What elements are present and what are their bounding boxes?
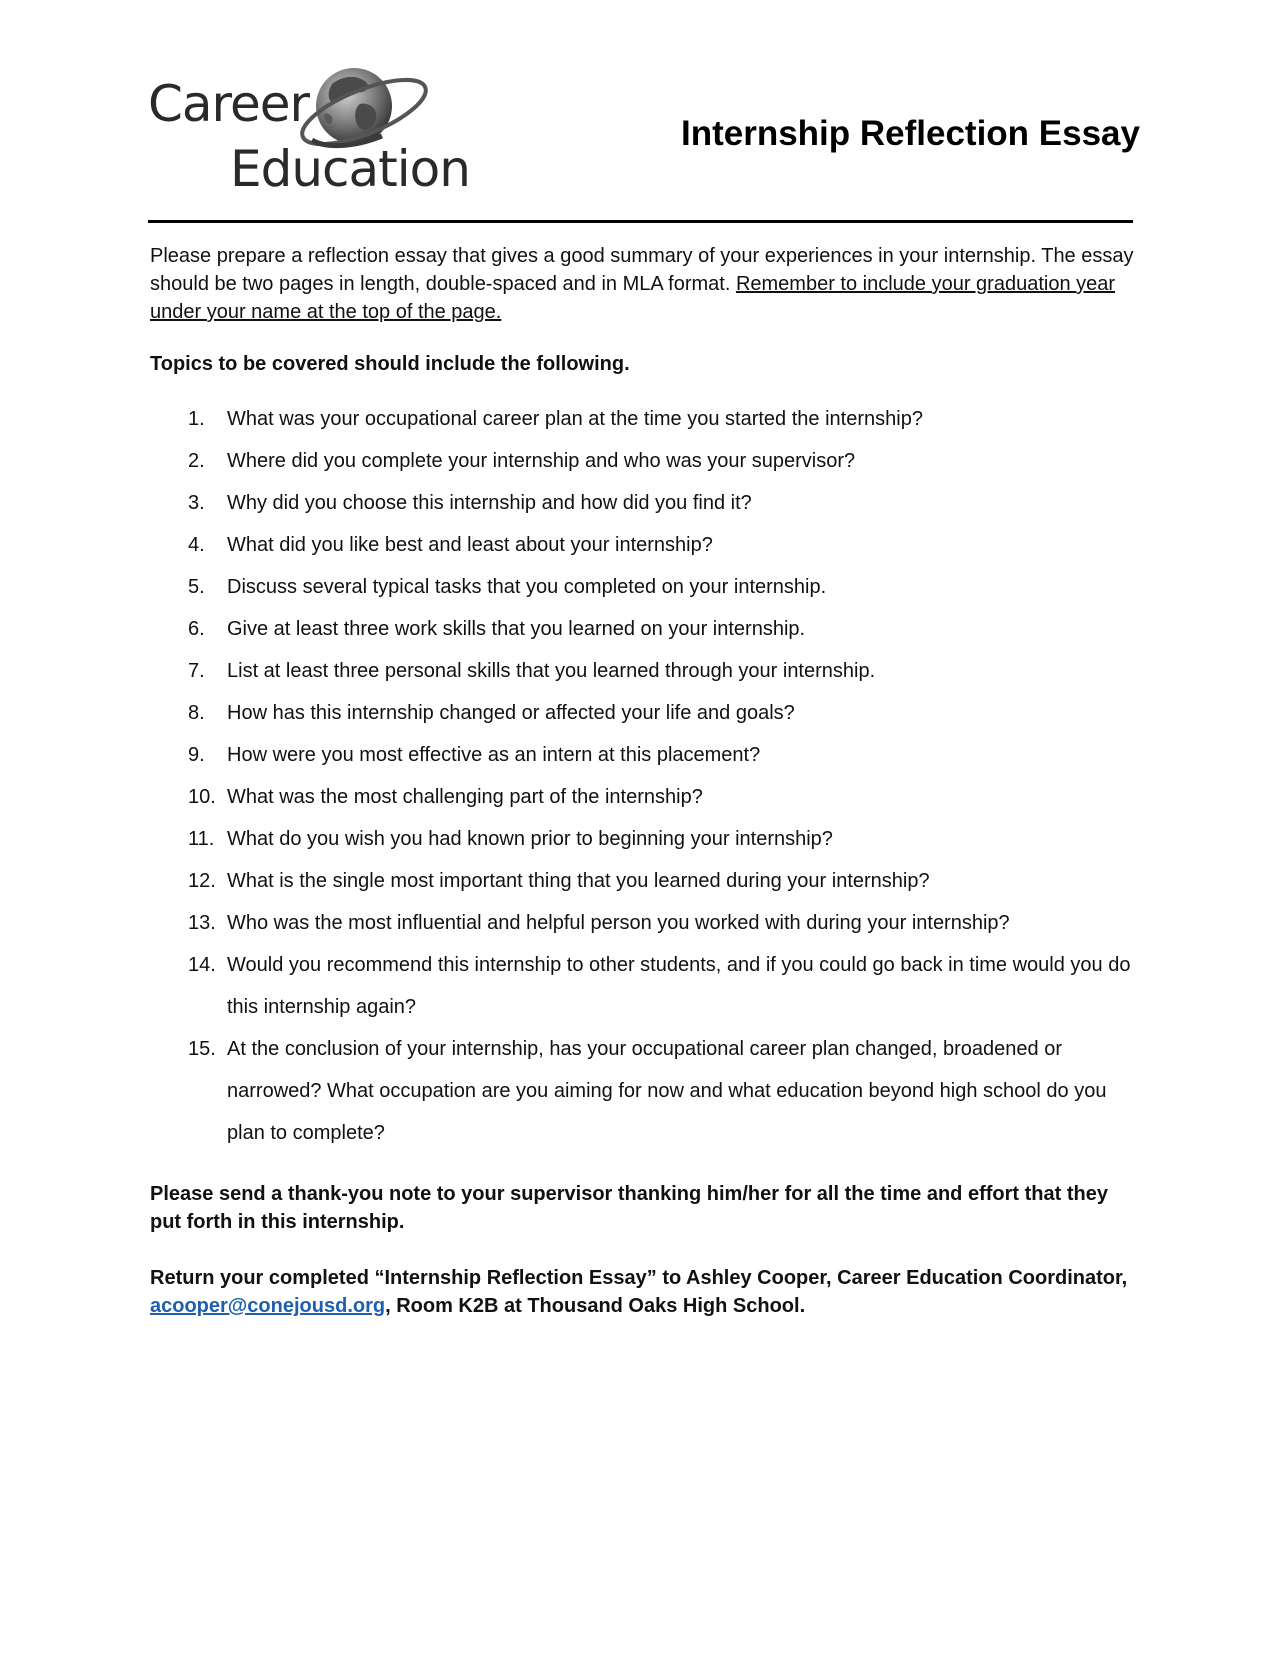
list-item-number: 8.: [188, 702, 205, 724]
list-item-number: 2.: [188, 450, 205, 472]
list-item: [150, 1028, 1135, 1154]
list-item: [150, 860, 1135, 902]
intro-underlined-reminder: Remember to include your graduation year under your name at the top of the page.: [150, 273, 1116, 323]
logo-text-education: Education: [230, 140, 470, 198]
list-item: [150, 902, 1135, 944]
list-item-text: What was the most challenging part of the internship?: [227, 786, 703, 808]
career-education-logo: [148, 62, 468, 198]
list-item-text: What is the single most important thing that you learned during your internship?: [227, 870, 930, 892]
list-item: [150, 818, 1135, 860]
list-item-text: Discuss several typical tasks that you completed on your internship.: [227, 576, 827, 598]
intro-paragraph: [150, 242, 1135, 326]
list-item-number: 10.: [188, 786, 216, 808]
coordinator-email-link[interactable]: acooper@conejousd.org: [150, 1295, 386, 1317]
list-item-number: 11.: [188, 828, 215, 850]
list-item-text: Why did you choose this internship and how did you find it?: [227, 492, 752, 514]
list-item-number: 7.: [188, 660, 205, 682]
list-item-number: 14.: [188, 954, 216, 976]
list-item-number: 13.: [188, 912, 216, 934]
list-item-number: 9.: [188, 744, 205, 766]
return-suffix: , Room K2B at Thousand Oaks High School.: [385, 1295, 806, 1317]
intro-text: Please prepare a reflection essay that gives a good summary of your experiences in your internship. The essay should be two pages in length, double-spaced and in MLA format.: [150, 245, 1134, 295]
list-item-number: 6.: [188, 618, 205, 640]
list-item: [150, 692, 1135, 734]
list-item: [150, 734, 1135, 776]
list-item-number: 3.: [188, 492, 205, 514]
list-item: [150, 398, 1135, 440]
list-item-text: Who was the most influential and helpful person you worked with during your internship?: [227, 912, 1010, 934]
return-prefix: Return your completed “Internship Reflection Essay” to Ashley Cooper, Career Education Coordinator,: [150, 1267, 1128, 1289]
list-item: [150, 650, 1135, 692]
list-item-text: How has this internship changed or affected your life and goals?: [227, 702, 795, 724]
list-item-text: How were you most effective as an intern at this placement?: [227, 744, 761, 766]
list-item-number: 4.: [188, 534, 205, 556]
list-item: [150, 440, 1135, 482]
list-item-text: What did you like best and least about your internship?: [227, 534, 713, 556]
list-item-number: 1.: [188, 408, 205, 430]
list-item-text: What was your occupational career plan at the time you started the internship?: [227, 408, 923, 430]
list-item: [150, 944, 1135, 1028]
list-item-number: 12.: [188, 870, 216, 892]
thank-you-note-instruction: Please send a thank-you note to your supervisor thanking him/her for all the time and effort that they put forth in this internship.: [150, 1183, 1108, 1233]
list-item-text: Would you recommend this internship to other students, and if you could go back in time would you do this internship again?: [227, 954, 1131, 1018]
list-item-text: Where did you complete your internship and who was your supervisor?: [227, 450, 856, 472]
logo-text-career: Career: [148, 75, 310, 133]
topics-list: [150, 398, 1135, 1154]
list-item: [150, 524, 1135, 566]
return-instruction: [150, 1264, 1135, 1320]
list-item: [150, 608, 1135, 650]
list-item-text: List at least three personal skills that you learned through your internship.: [227, 660, 876, 682]
list-item: [150, 776, 1135, 818]
page-title: Internship Reflection Essay: [680, 114, 1140, 153]
list-item-number: 15.: [188, 1038, 216, 1060]
list-item-text: At the conclusion of your internship, has your occupational career plan changed, broadened or narrowed? What occupation are you aiming for now and what education beyond high school do you plan to complete?: [227, 1038, 1107, 1144]
list-item-number: 5.: [188, 576, 205, 598]
document-body: [150, 242, 1135, 1320]
topics-heading: Topics to be covered should include the following.: [150, 353, 630, 375]
list-item: [150, 482, 1135, 524]
list-item-text: What do you wish you had known prior to beginning your internship?: [227, 828, 833, 850]
list-item: [150, 566, 1135, 608]
list-item-text: Give at least three work skills that you learned on your internship.: [227, 618, 806, 640]
header-divider: [148, 220, 1133, 223]
